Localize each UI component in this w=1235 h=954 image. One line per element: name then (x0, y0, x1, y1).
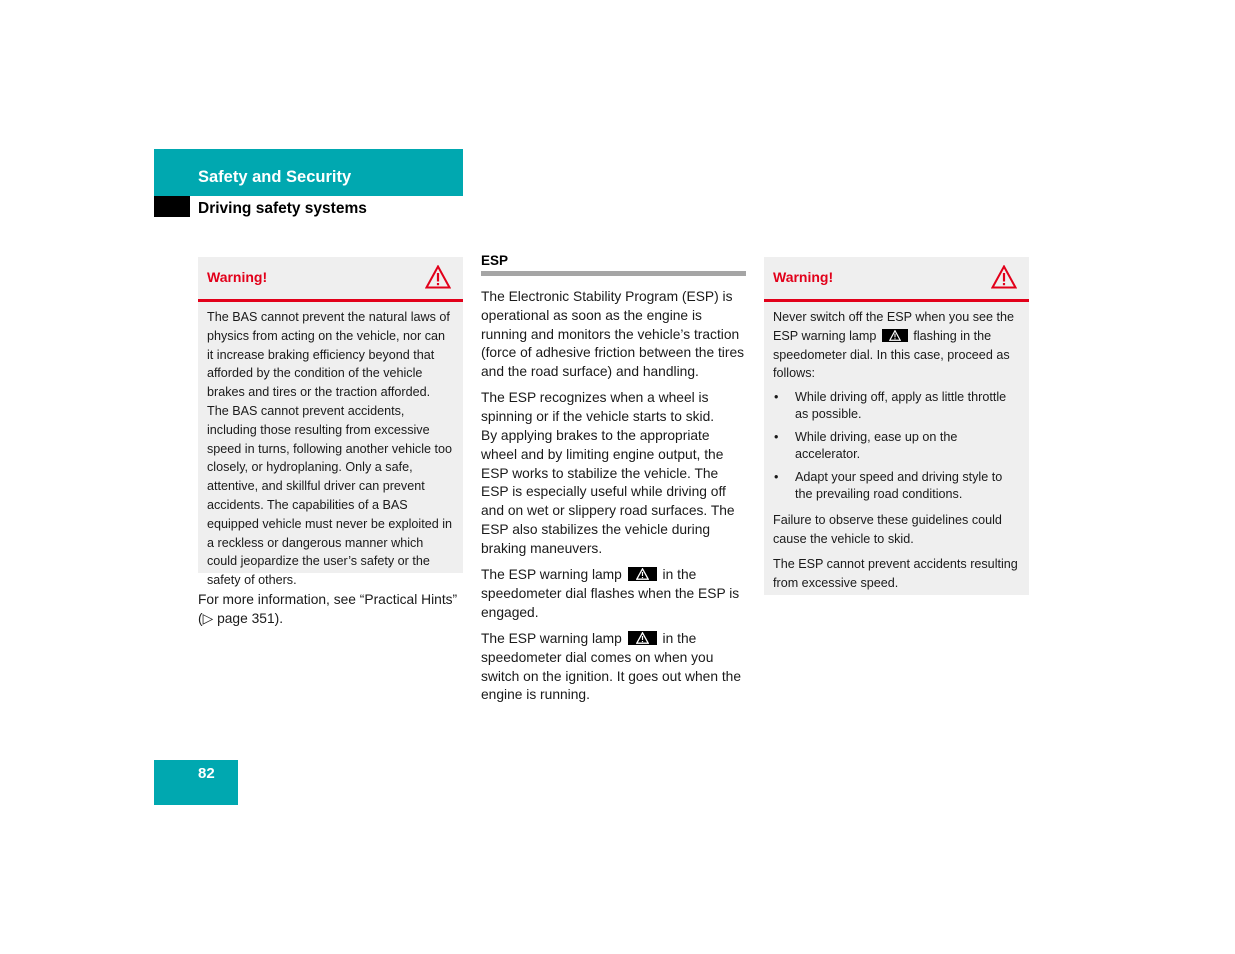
warning-paragraph (773, 308, 1019, 383)
bullet-icon: • (774, 470, 779, 485)
esp-heading: ESP (481, 253, 509, 268)
esp-paragraph: By applying brakes to the appropriate wheel and by limiting engine output, the ESP works to stabilize the vehicle. The ESP is especially useful while driving off and on wet or slippery road surfaces. The ESP also stabilizes the vehicle during braking maneuvers. (481, 428, 735, 556)
page-number: 82 (198, 765, 215, 782)
list-item: • Adapt your speed and driving style to the prevailing road conditions. (774, 470, 1003, 502)
esp-text: in the speedometer dial comes on when you switch on the ignition. It goes out when the engine is running. (481, 631, 742, 703)
esp-text: The ESP warning lamp (481, 631, 622, 647)
warning-paragraph: The BAS cannot prevent accidents, including those resulting from excessive speed in turns, following another vehicle too closely, or hydroplaning. Only a safe, attentive, and skillful driver can prevent accidents. The capabilities of a BAS equipped vehicle must never be exploited in a reckless or dangerous manner which could jeopardize the user’s safety or the safety of others. (207, 403, 453, 588)
section-title: Safety and Security (198, 168, 352, 186)
esp-warning-lamp-icon (628, 631, 657, 645)
esp-paragraph: The ESP recognizes when a wheel is spinning or if the vehicle starts to skid. (481, 390, 715, 425)
warning-header (198, 257, 463, 302)
esp-paragraph (481, 566, 746, 622)
list-item: • While driving off, apply as little throttle as possible. (774, 390, 1007, 422)
esp-warning-lamp-icon (628, 567, 657, 581)
bullet-icon: • (774, 430, 779, 445)
warning-label: Warning! (207, 269, 268, 285)
warning-paragraph: Failure to observe these guidelines could cause the vehicle to skid. (773, 513, 1002, 546)
bullet-icon: • (774, 390, 779, 405)
warning-body (198, 302, 463, 600)
page-number-tab (154, 760, 238, 805)
page-ref-arrow-icon: ▷ (202, 611, 214, 626)
esp-paragraph: The Electronic Stability Program (ESP) is operational as soon as the engine is running and monitors the vehicle’s traction (force of adhesive friction between the tires and the road surface) and handling. (481, 289, 745, 380)
page-reference-link[interactable]: page 351). (213, 611, 284, 626)
more-info-text (198, 590, 468, 628)
list-item: • While driving, ease up on the accelerator. (774, 430, 958, 462)
subsection-title: Driving safety systems (198, 200, 367, 217)
esp-text: in the speedometer dial flashes when the ESP is engaged. (481, 567, 740, 620)
warning-triangle-icon (991, 265, 1017, 289)
warning-label: Warning! (773, 269, 834, 285)
warning-box-bas (198, 257, 463, 588)
warning-text: flashing in the speedometer dial. In this case, proceed as follows: (773, 328, 1010, 381)
esp-body (481, 288, 746, 713)
esp-paragraph (481, 630, 746, 705)
warning-bullet-list (773, 389, 1019, 503)
warning-paragraph: The BAS cannot prevent the natural laws of physics from acting on the vehicle, nor can it increase braking efficiency beyond that afforded by the condition of the vehicle brakes and tires or the traction afforded. (207, 310, 450, 400)
more-info-lead: For more information, see “Practical Hints” ( (198, 592, 458, 626)
warning-paragraph: The ESP cannot prevent accidents resulting from excessive speed. (773, 556, 1018, 590)
esp-text: The ESP warning lamp (481, 567, 622, 583)
warning-text: Never switch off the ESP when you see the ESP warning lamp (773, 310, 1015, 343)
esp-warning-lamp-icon (882, 329, 908, 342)
warning-triangle-icon (425, 265, 451, 289)
warning-body (764, 302, 1029, 602)
warning-header (764, 257, 1029, 302)
warning-box-esp (764, 257, 1029, 595)
heading-rule (481, 271, 746, 276)
subsection-marker (154, 196, 190, 217)
